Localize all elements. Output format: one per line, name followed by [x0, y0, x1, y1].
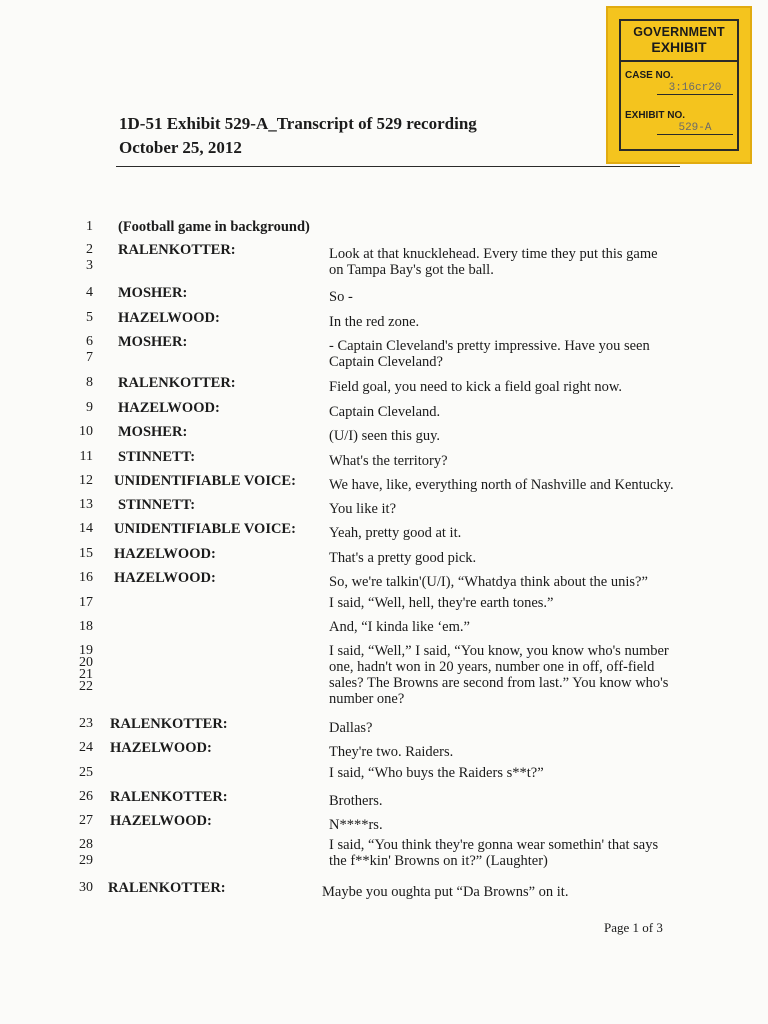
header-divider [116, 166, 680, 167]
line-number: 3 [86, 258, 93, 273]
line-number: 21 [79, 667, 93, 682]
line-number: 9 [86, 400, 93, 415]
utterance-text: So, we're talkin'(U/I), “Whatdya think about the unis?” [329, 574, 648, 590]
line-number: 25 [79, 765, 93, 780]
page-number: Page 1 of 3 [604, 920, 663, 935]
speaker-name: STINNETT: [118, 449, 196, 465]
speaker-name: HAZELWOOD: [114, 546, 216, 562]
utterance-text: Field goal, you need to kick a field goal right now. [329, 379, 623, 395]
utterance-text: Maybe you oughta put “Da Browns” on it. [322, 884, 569, 900]
line-number: 20 [79, 655, 93, 670]
line-number: 5 [86, 310, 93, 325]
utterance-text: Brothers. [329, 793, 383, 809]
sticker-case-value: 3:16cr20 [657, 82, 733, 95]
sticker-border [619, 19, 739, 151]
speaker-name: UNIDENTIFIABLE VOICE: [114, 473, 296, 489]
utterance-text: And, “I kinda like ‘em.” [329, 619, 470, 635]
speaker-name: HAZELWOOD: [114, 570, 216, 586]
speaker-name: HAZELWOOD: [118, 310, 220, 326]
speaker-name: HAZELWOOD: [110, 740, 212, 756]
sticker-title-line1: GOVERNMENT [633, 25, 725, 39]
speaker-name: MOSHER: [118, 285, 188, 301]
line-number: 1 [86, 219, 93, 234]
utterance-text: What's the territory? [329, 453, 448, 469]
utterance-text: Yeah, pretty good at it. [329, 525, 462, 541]
line-number: 16 [79, 570, 93, 585]
line-number: 4 [86, 285, 93, 300]
line-number: 27 [79, 813, 93, 828]
line-number: 10 [79, 424, 93, 439]
speaker-name: RALENKOTTER: [118, 375, 236, 391]
speaker-name: STINNETT: [118, 497, 196, 513]
utterance-text: In the red zone. [329, 314, 420, 330]
document-title: 1D-51 Exhibit 529-A_Transcript of 529 recording [119, 114, 477, 133]
speaker-name: RALENKOTTER: [110, 716, 228, 732]
case-label-text: CASE NO. [625, 70, 674, 81]
utterance-text: N****rs. [329, 817, 383, 833]
line-number: 23 [79, 716, 93, 731]
line-number: 29 [79, 853, 93, 868]
speaker-name: RALENKOTTER: [108, 880, 226, 896]
sticker-exhibit-label [625, 110, 685, 121]
line-number: 19 [79, 643, 93, 658]
line-number: 11 [79, 449, 93, 464]
sticker-title-line2: EXHIBIT [651, 39, 707, 55]
utterance-text: I said, “Well,” I said, “You know, you know who's number one, hadn't won in 20 years, number one in off, off-field sales? The Browns are second from last.” You know who's number one? [329, 643, 669, 707]
sticker-exhibit-row [621, 102, 737, 142]
exhibit-label-text: EXHIBIT NO. [625, 110, 686, 121]
line-number: 17 [79, 595, 93, 610]
line-number: 28 [79, 837, 93, 852]
utterance-text: That's a pretty good pick. [329, 550, 477, 566]
sticker-exhibit-value: 529-A [657, 122, 733, 135]
utterance-text: We have, like, everything north of Nashville and Kentucky. [329, 477, 674, 493]
utterance-text: I said, “Who buys the Raiders s**t?” [329, 765, 544, 781]
utterance-text: You like it? [329, 501, 397, 517]
speaker-name: UNIDENTIFIABLE VOICE: [114, 521, 296, 537]
line-number: 12 [79, 473, 93, 488]
line-number: 7 [86, 350, 93, 365]
utterance-text: I said, “Well, hell, they're earth tones.” [329, 595, 554, 611]
utterance-text: Look at that knucklehead. Every time they put this game on Tampa Bay's got the ball. [329, 246, 658, 278]
line-number: 18 [79, 619, 93, 634]
speaker-name: MOSHER: [118, 334, 188, 350]
utterance-text: (U/I) seen this guy. [329, 428, 441, 444]
line-number: 13 [79, 497, 93, 512]
speaker-name: RALENKOTTER: [118, 242, 236, 258]
line-number: 14 [79, 521, 93, 536]
line-number: 30 [79, 880, 93, 895]
utterance-text: Dallas? [329, 720, 373, 736]
speaker-name: RALENKOTTER: [110, 789, 228, 805]
sticker-case-row [621, 62, 737, 102]
speaker-name: (Football game in background) [118, 219, 310, 235]
line-number: 8 [86, 375, 93, 390]
speaker-name: HAZELWOOD: [118, 400, 220, 416]
line-number: 26 [79, 789, 93, 804]
line-number: 15 [79, 546, 93, 561]
sticker-case-label [625, 70, 673, 81]
line-number: 24 [79, 740, 93, 755]
speaker-name: HAZELWOOD: [110, 813, 212, 829]
utterance-text: - Captain Cleveland's pretty impressive. Have you seen Captain Cleveland? [329, 338, 650, 370]
line-number: 2 [86, 242, 93, 257]
government-exhibit-sticker [606, 6, 752, 164]
speaker-name: MOSHER: [118, 424, 188, 440]
utterance-text: Captain Cleveland. [329, 404, 441, 420]
utterance-text: They're two. Raiders. [329, 744, 454, 760]
line-number: 22 [79, 679, 93, 694]
utterance-text: I said, “You think they're gonna wear somethin' that says the f**kin' Browns on it?” (Laughter) [329, 837, 659, 869]
utterance-text: So - [329, 289, 353, 305]
line-number: 6 [86, 334, 93, 349]
document-date: October 25, 2012 [119, 138, 242, 157]
